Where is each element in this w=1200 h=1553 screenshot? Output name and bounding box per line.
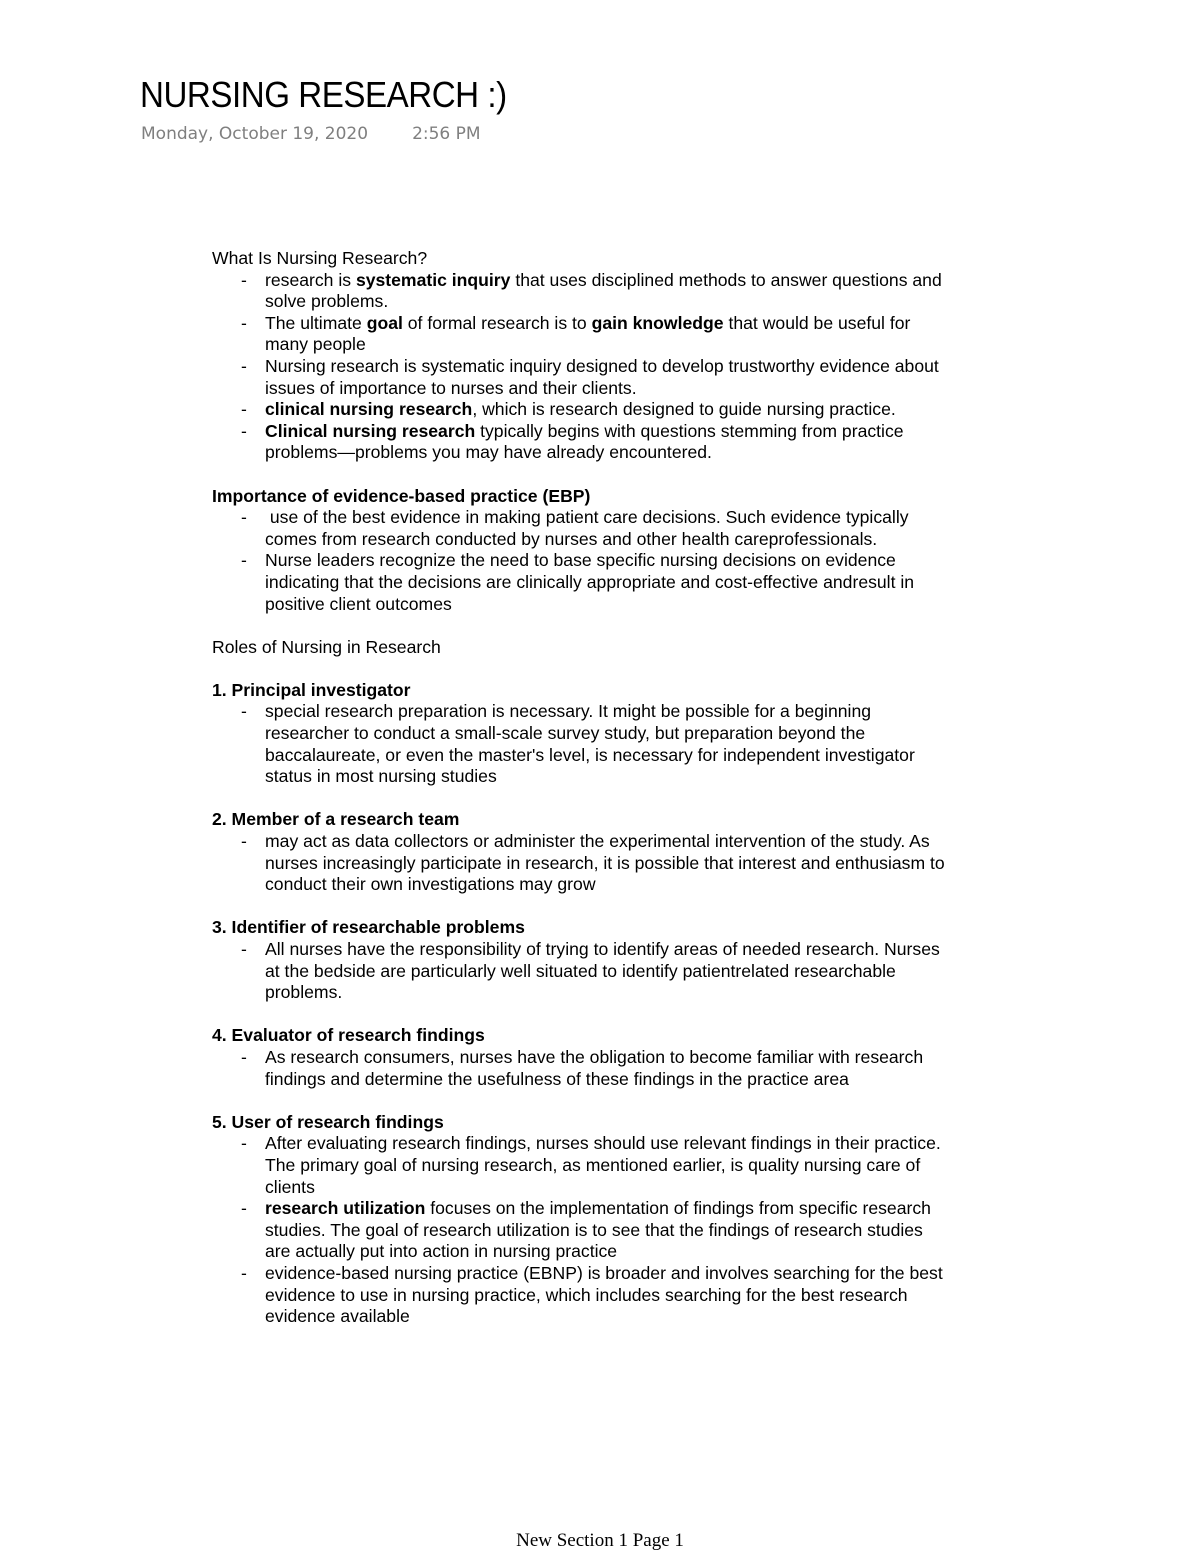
- role-list: [212, 831, 952, 896]
- list-item: - All nurses have the responsibility of trying to identify areas of needed research. Nurses at the bedside are particularly well situated to identify patientrelated researchable problems.: [265, 939, 952, 1004]
- list-item: - Clinical nursing research typically begins with questions stemming from practice problems—problems you may have already encountered.: [265, 421, 952, 464]
- list-item: - The ultimate goal of formal research is to gain knowledge that would be useful for many people: [265, 313, 952, 356]
- page-time: 2:56 PM: [412, 124, 481, 144]
- section-heading-roles: Roles of Nursing in Research: [212, 636, 441, 657]
- list-item: - clinical nursing research, which is research designed to guide nursing practice.: [265, 399, 952, 421]
- section-heading-what-is: What Is Nursing Research?: [212, 248, 428, 268]
- list-item: - After evaluating research findings, nurses should use relevant findings in their practice. The primary goal of nursing research, as mentioned earlier, is quality nursing care of clients: [265, 1133, 952, 1198]
- role-list: [212, 939, 952, 1004]
- page-title: NURSING RESEARCH :): [140, 74, 507, 115]
- list-item: - Nursing research is systematic inquiry designed to develop trustworthy evidence about issues of importance to nurses and their clients.: [265, 356, 952, 399]
- list-item: - As research consumers, nurses have the obligation to become familiar with research findings and determine the usefulness of these findings in the practice area: [265, 1047, 952, 1090]
- section-heading-ebp: Importance of evidence-based practice (EBP): [212, 485, 591, 506]
- list-item: - research utilization focuses on the implementation of findings from specific research studies. The goal of research utilization is to see that the findings of research studies are actually put into action in nursing practice: [265, 1198, 952, 1263]
- page-date: Monday, October 19, 2020: [141, 124, 369, 144]
- role-heading: 5. User of research findings: [212, 1111, 444, 1132]
- role-list: [212, 701, 952, 787]
- list-item: - use of the best evidence in making patient care decisions. Such evidence typically comes from research conducted by nurses and other health careprofessionals.: [265, 507, 952, 550]
- list-item: - Nurse leaders recognize the need to base specific nursing decisions on evidence indicating that the decisions are clinically appropriate and cost-effective andresult in positive client outcomes: [265, 550, 952, 615]
- note-body: [212, 248, 952, 1328]
- role-heading: 3. Identifier of researchable problems: [212, 917, 525, 938]
- list-item: - research is systematic inquiry that uses disciplined methods to answer questions and solve problems.: [265, 270, 952, 313]
- list-item: - special research preparation is necessary. It might be possible for a beginning researcher to conduct a small-scale survey study, but preparation beyond the baccalaureate, or even the master's level, is necessary for independent investigator status in most nursing studies: [265, 701, 952, 787]
- list-item: - evidence-based nursing practice (EBNP) is broader and involves searching for the best evidence to use in nursing practice, which includes searching for the best research evidence available: [265, 1263, 952, 1328]
- page-meta: [141, 124, 481, 144]
- page-footer: New Section 1 Page 1: [516, 1530, 684, 1551]
- role-list: [212, 1133, 952, 1327]
- list-item: - may act as data collectors or administer the experimental intervention of the study. As nurses increasingly participate in research, it is possible that interest and enthusiasm to conduct their own investigations may grow: [265, 831, 952, 896]
- role-heading: 4. Evaluator of research findings: [212, 1025, 485, 1046]
- what-is-list: [212, 270, 952, 464]
- role-heading: 1. Principal investigator: [212, 679, 411, 700]
- role-list: [212, 1047, 952, 1090]
- role-heading: 2. Member of a research team: [212, 809, 460, 830]
- ebp-list: [212, 507, 952, 615]
